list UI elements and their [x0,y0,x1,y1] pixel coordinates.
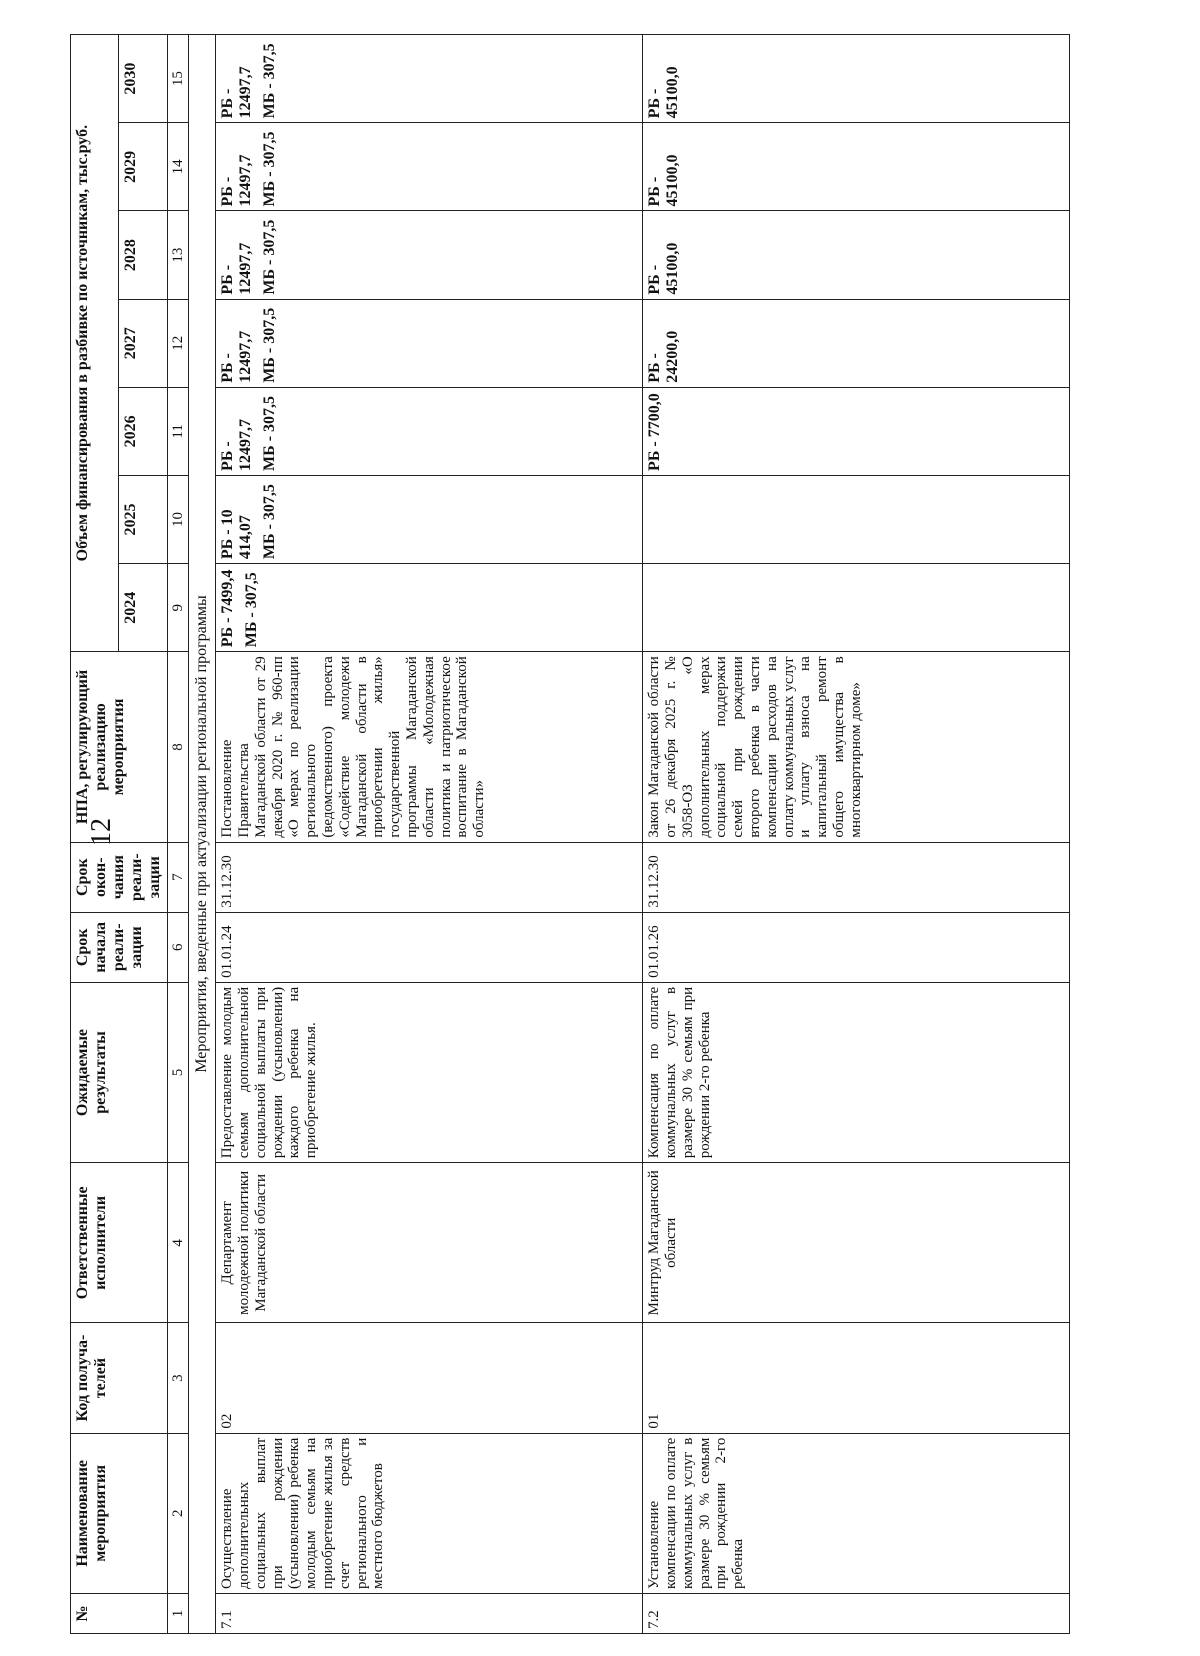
funding-cell-2024 [643,564,1070,652]
column-number: 4 [167,1163,189,1323]
header-year: 2024 [119,564,167,652]
column-number: 3 [167,1323,189,1433]
column-number: 15 [167,35,189,123]
header-year: 2029 [119,123,167,211]
column-number-row [167,35,189,1634]
table-row [643,35,1070,1634]
funding-rb: РБ - 24200,0 [646,330,682,383]
column-number: 12 [167,299,189,387]
row-code: 01 [643,1323,1070,1433]
row-num: 7.2 [643,1593,1070,1633]
measures-table [70,34,1070,1634]
funding-rb: РБ - 45100,0 [646,154,682,207]
funding-cell-2030 [216,35,643,123]
header-results: Ожидаемые результаты [71,982,168,1162]
funding-rb: РБ - 45100,0 [646,242,682,295]
funding-mb: МБ - 307,5 [243,572,261,648]
funding-mb: МБ - 307,5 [261,43,279,119]
header-funding: Объем финансирования в разбивке по источникам, тыс.руб. [71,35,119,652]
funding-mb: МБ - 307,5 [261,131,279,207]
column-number: 7 [167,842,189,912]
column-number: 1 [167,1593,189,1633]
column-number: 10 [167,475,189,563]
column-number: 13 [167,211,189,299]
header-end: Срок окон-чания реали-зации [71,842,168,912]
header-year: 2025 [119,475,167,563]
header-name: Наименование мероприятия [71,1433,168,1593]
row-name: Осуществление дополнительных социальных выплат при рождении (усыновлении) ребенка молодым семьям на приобретение жилья за счет средств регионального и местного бюджетов [216,1433,643,1593]
row-end: 31.12.30 [216,842,643,912]
funding-rb: РБ - 12497,7 [219,154,255,207]
row-npa: Постановление Правительства Магаданской области от 29 декабря 2020 г. № 960-пп «О мерах по реализации регионального (ведомственного) проекта «Содействие молодежи Магаданской области в приобретении жилья» государственной программы Магаданской области «Молодежная политика и патриотическое воспитание в Магаданской области» [216,652,643,842]
funding-rb: РБ - 12497,7 [219,66,255,119]
funding-cell-2028 [643,211,1070,299]
row-start: 01.01.26 [643,912,1070,982]
funding-cell-2029 [216,123,643,211]
funding-cell-2029 [643,123,1070,211]
header-row [71,35,119,1634]
row-npa: Закон Магаданской области от 26 декабря 2025 г. № 3058-ОЗ «О дополнительных мерах социальной поддержки семей при рождении второго ребенка в части компенсации расходов на оплату коммунальных услуг и уплату взноса на капитальный ремонт общего имущества в многоквартирном доме» [643,652,1070,842]
funding-cell-2030 [643,35,1070,123]
column-number: 9 [167,564,189,652]
funding-rb: РБ - 12497,7 [219,418,255,471]
header-executors: Ответственные исполнители [71,1163,168,1323]
header-start: Срок начала реали-зации [71,912,168,982]
funding-cell-2027 [216,299,643,387]
funding-rb: РБ - 12497,7 [219,242,255,295]
funding-rb: РБ - 45100,0 [646,66,682,119]
funding-rb: РБ - 7700,0 [646,393,664,471]
section-row [189,35,216,1634]
funding-cell-2024 [216,564,643,652]
funding-cell-2025 [643,475,1070,563]
header-year: 2027 [119,299,167,387]
row-results: Компенсация по оплате коммунальных услуг в размере 30 % семьям при рождении 2-го ребенка [643,982,1070,1162]
header-year: 2028 [119,211,167,299]
column-number: 14 [167,123,189,211]
row-code: 02 [216,1323,643,1433]
section-title: Мероприятия, введенные при актуализации региональной программы [189,35,216,1634]
row-end: 31.12.30 [643,842,1070,912]
column-number: 11 [167,387,189,475]
row-name: Установление компенсации по оплате коммунальных услуг в размере 30 % семьям при рождении 2-го ребенка [643,1433,1070,1593]
funding-mb: МБ - 307,5 [261,484,279,560]
table-row [216,35,643,1634]
funding-cell-2026 [643,387,1070,475]
funding-mb: МБ - 307,5 [261,395,279,471]
funding-rb: РБ - 7499,4 [219,569,237,648]
rotated-table-container [70,34,1130,1634]
row-start: 01.01.24 [216,912,643,982]
funding-mb: МБ - 307,5 [261,219,279,295]
funding-mb: МБ - 307,5 [261,307,279,383]
column-number: 6 [167,912,189,982]
funding-rb: РБ - 12497,7 [219,330,255,383]
column-number: 5 [167,982,189,1162]
page-number: 12 [86,818,117,846]
funding-cell-2025 [216,475,643,563]
funding-rb: РБ - 10 414,07 [219,509,255,560]
funding-cell-2026 [216,387,643,475]
header-code: Код получа-телей [71,1323,168,1433]
header-npa: НПА, регулирующий реализацию мероприятия [71,652,168,842]
row-executors: Минтруд Магаданской области [643,1163,1070,1323]
column-number: 8 [167,652,189,842]
header-num: № [71,1593,168,1633]
funding-cell-2027 [643,299,1070,387]
column-number: 2 [167,1433,189,1593]
row-executors: Департамент молодежной политики Магаданской области [216,1163,643,1323]
row-num: 7.1 [216,1593,643,1633]
header-year: 2030 [119,35,167,123]
header-year: 2026 [119,387,167,475]
funding-cell-2028 [216,211,643,299]
row-results: Предоставление молодым семьям дополнительной социальной выплаты при рождении (усыновлении) каждого ребенка на приобретение жилья. [216,982,643,1162]
